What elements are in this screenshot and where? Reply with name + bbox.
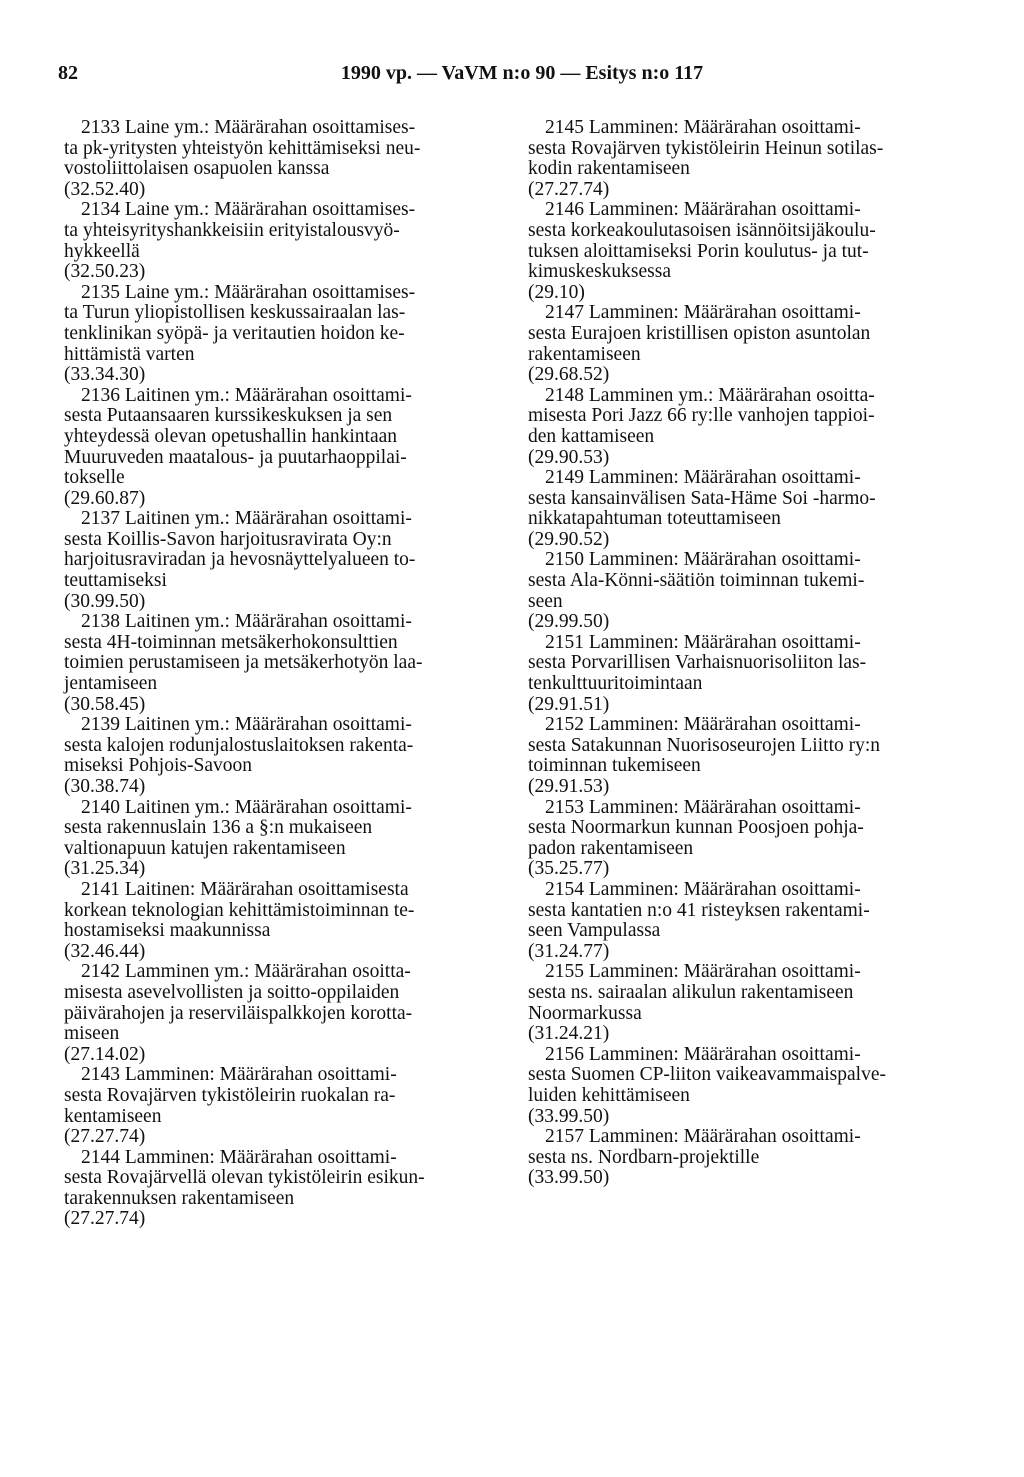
motion-entry — [64, 880, 494, 962]
budget-item-code: (31.24.77) — [528, 940, 610, 962]
budget-item-code: (29.91.53) — [528, 776, 610, 797]
motion-entry — [64, 798, 494, 880]
motion-text: 2154 Lamminen: Määrärahan osoittami- sesta kantatien n:o 41 risteyksen rakentami- seen Vampulassa — [528, 878, 870, 942]
motion-entry — [528, 633, 958, 715]
budget-item-code: (29.68.52) — [528, 364, 610, 386]
motion-entry — [64, 715, 494, 797]
motion-text: 2143 Lamminen: Määrärahan osoittami- sesta Rovajärven tykistöleirin ruokalan ra- kentamiseen — [64, 1064, 397, 1127]
motion-text: 2141 Laitinen: Määrärahan osoittamisesta korkean teknologian kehittämistoiminnan te- hostamiseksi maakunnissa — [64, 878, 415, 942]
motion-text: 2151 Lamminen: Määrärahan osoittami- sesta Porvarillisen Varhaisnuorisoliiton las- tenkulttuuritoimintaan — [528, 631, 867, 695]
motion-text: 2134 Laine ym.: Määrärahan osoittamises- ta yhteisyrityshankkeisiin erityistalousvyö- hykkeellä — [64, 199, 416, 262]
motion-text: 2155 Lamminen: Määrärahan osoittami- sesta ns. sairaalan alikulun rakentamiseen Noormarkussa — [528, 961, 861, 1024]
budget-item-code: (33.99.50) — [528, 1105, 610, 1127]
motion-text: 2136 Laitinen ym.: Määrärahan osoittami- sesta Putaansaaren kurssikeskuksen ja sen yhteydessä olevan opetushallin hankintaan Muuruveden maatalous- ja puutarhaoppilai- tokselle — [64, 384, 412, 489]
motion-entry — [64, 118, 494, 200]
budget-item-code: (30.38.74) — [64, 776, 146, 797]
motion-text: 2139 Laitinen ym.: Määrärahan osoittami- sesta kalojen rodunjalostuslaitoksen rakenta- miseksi Pohjois-Savoon — [64, 714, 414, 777]
motion-text: 2135 Laine ym.: Määrärahan osoittamises- ta Turun yliopistollisen keskussairaalan las- tenklinikan syöpä- ja veritautien hoidon ke- hittämistä varten — [64, 281, 416, 365]
budget-item-code: (30.99.50) — [64, 590, 146, 612]
budget-item-code: (32.46.44) — [64, 940, 146, 962]
motion-text: 2146 Lamminen: Määrärahan osoittami- sesta korkeakoulutasoisen isännöitsijäkoulu- tuksen aloittamiseksi Porin koulutus- ja tut- kimuskeskuksessa — [528, 199, 876, 283]
motion-text: 2147 Lamminen: Määrärahan osoittami- sesta Eurajoen kristillisen opiston asuntolan rakentamiseen — [528, 302, 871, 365]
budget-item-code: (29.60.87) — [64, 487, 146, 509]
motion-entry — [528, 200, 958, 303]
motion-text: 2137 Laitinen ym.: Määrärahan osoittami- sesta Koillis-Savon harjoitusravirata Oy:n harjoitusraviradan ja hevosnäyttelyalueen to- teuttamiseksi — [64, 508, 416, 592]
motion-entry — [64, 962, 494, 1065]
budget-item-code: (31.25.34) — [64, 858, 146, 880]
motion-entry — [528, 386, 958, 468]
budget-item-code: (33.34.30) — [64, 364, 146, 386]
motion-entry — [64, 1065, 494, 1147]
motion-entry — [64, 200, 494, 282]
budget-item-code: (29.10) — [528, 281, 585, 303]
budget-item-code: (32.50.23) — [64, 261, 146, 283]
budget-item-code: (32.52.40) — [64, 178, 146, 200]
budget-item-code: (31.24.21) — [528, 1023, 610, 1045]
motion-entry — [528, 798, 958, 880]
motion-entry — [64, 283, 494, 386]
budget-item-code: (29.99.50) — [528, 611, 610, 633]
motion-entry — [528, 880, 958, 962]
motion-text: 2156 Lamminen: Määrärahan osoittami- sesta Suomen CP-liiton vaikeavammaispalve- luiden kehittämiseen — [528, 1043, 886, 1106]
budget-item-code: (27.27.74) — [64, 1126, 146, 1148]
motion-entry — [528, 1045, 958, 1127]
running-header: 1990 vp. — VaVM n:o 90 — Esitys n:o 117 — [340, 62, 704, 84]
budget-item-code: (27.27.74) — [528, 178, 610, 200]
motion-entry — [528, 468, 958, 550]
motion-entry — [528, 1127, 958, 1189]
motion-text: 2157 Lamminen: Määrärahan osoittami- sesta ns. Nordbarn-projektille — [528, 1126, 861, 1168]
budget-item-code: (33.99.50) — [528, 1167, 610, 1189]
motion-text: 2145 Lamminen: Määrärahan osoittami- sesta Rovajärven tykistöleirin Heinun sotilas- kodin rakentamiseen — [528, 117, 884, 180]
budget-item-code: (27.27.74) — [64, 1208, 146, 1230]
motion-text: 2140 Laitinen ym.: Määrärahan osoittami- sesta rakennuslain 136 a §:n mukaiseen valtionapuun katujen rakentamiseen — [64, 796, 412, 859]
budget-item-code: (35.25.77) — [528, 858, 610, 880]
motion-text: 2142 Lamminen ym.: Määrärahan osoitta- misesta asevelvollisten ja soitto-oppilaiden päivärahojen ja reserviläispalkkojen korotta- miseen — [64, 961, 413, 1045]
motion-text: 2150 Lamminen: Määrärahan osoittami- sesta Ala-Könni-säätiön toiminnan tukemi- seen — [528, 549, 865, 612]
motion-text: 2133 Laine ym.: Määrärahan osoittamises- ta pk-yritysten yhteistyön kehittämiseksi neu- vostoliittolaisen osapuolen kanssa — [64, 117, 421, 180]
budget-item-code: (29.90.53) — [528, 446, 610, 468]
budget-item-code: (27.14.02) — [64, 1043, 146, 1065]
page-number: 82 — [58, 62, 78, 84]
motion-text: 2148 Lamminen ym.: Määrärahan osoitta- misesta Pori Jazz 66 ry:lle vanhojen tappioi- den kattamiseen — [528, 384, 875, 447]
motion-text: 2152 Lamminen: Määrärahan osoittami- sesta Satakunnan Nuorisoseurojen Liitto ry:n toiminnan tukemiseen — [528, 714, 881, 777]
motion-text: 2149 Lamminen: Määrärahan osoittami- sesta kansainvälisen Sata-Häme Soi -harmo- nikkatapahtuman toteuttamiseen — [528, 467, 876, 530]
motion-entry — [528, 118, 958, 200]
motion-entry — [528, 715, 958, 797]
motion-entry — [64, 1148, 494, 1230]
motion-entry — [528, 303, 958, 385]
motion-entry — [64, 509, 494, 612]
motion-text: 2144 Lamminen: Määrärahan osoittami- sesta Rovajärvellä olevan tykistöleirin esikun- tarakennuksen rakentamiseen — [64, 1146, 425, 1209]
motion-text: 2138 Laitinen ym.: Määrärahan osoittami- sesta 4H-toiminnan metsäkerhokonsulttien toimien perustamiseen ja metsäkerhotyön laa- jentamiseen — [64, 611, 423, 695]
left-column — [64, 118, 494, 1230]
motion-entry — [64, 612, 494, 715]
budget-item-code: (29.90.52) — [528, 528, 610, 550]
right-column — [528, 118, 958, 1189]
motion-entry — [64, 386, 494, 510]
motion-text: 2153 Lamminen: Määrärahan osoittami- sesta Noormarkun kunnan Poosjoen pohja- padon rakentamiseen — [528, 796, 864, 859]
motion-entry — [528, 550, 958, 632]
budget-item-code: (30.58.45) — [64, 693, 146, 715]
budget-item-code: (29.91.51) — [528, 693, 610, 715]
motion-entry — [528, 962, 958, 1044]
